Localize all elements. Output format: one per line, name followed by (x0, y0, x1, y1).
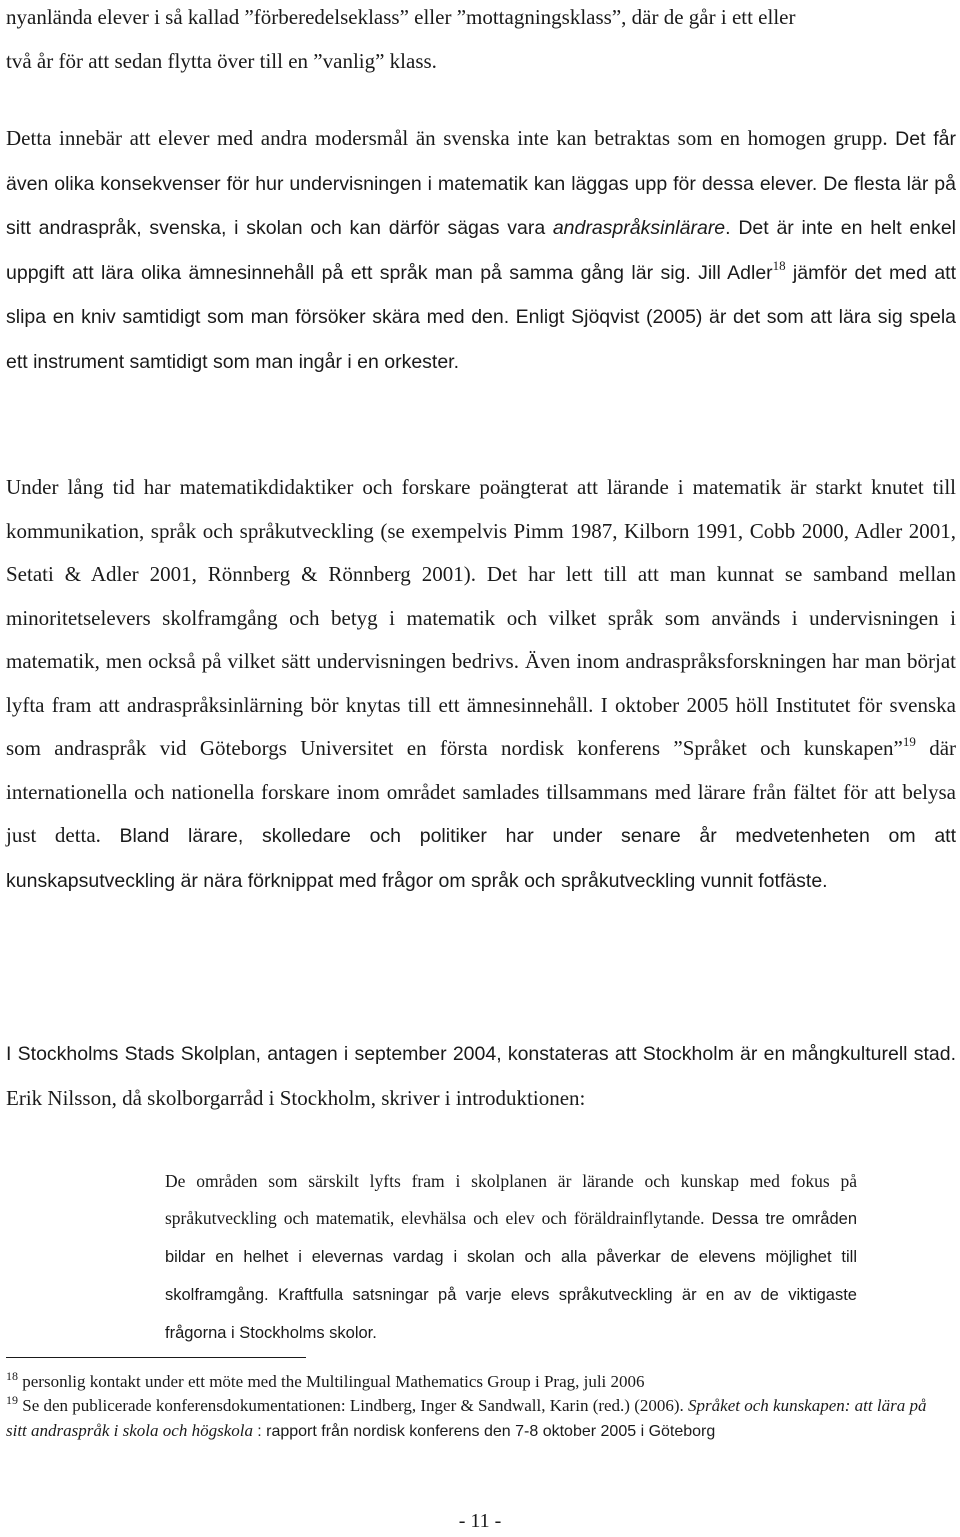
sentence: Detta innebär att elever med andra modersmål än svenska inte kan betraktas som en homogen grupp. (6, 126, 888, 150)
footnote-title: Språket och kunskapen: att lära på sitt andraspråk i skola och högskola (6, 1396, 927, 1440)
sentence: jämför det med att slipa en kniv samtidigt som man försöker skära med den. (6, 261, 957, 328)
footnote-text: personlig kontakt under ett möte med the Multilingual Mathematics Group i Prag, juli 2006 (22, 1372, 645, 1391)
footnote-19 (6, 1394, 951, 1444)
quote-text: De områden som särskilt lyfts fram i skolplanen är lärande och kunskap med fokus på språkutveckling och matematik, elevhälsa och elev och föräldrainflytande. (165, 1171, 857, 1228)
italic-term: andraspråksinlärare (552, 217, 726, 239)
paragraph-communication (6, 466, 956, 903)
sentence: Jill Adler (698, 261, 773, 284)
block-quote (165, 1163, 857, 1352)
footnote-text: : rapport från nordisk konferens den 7-8 oktober 2005 i Göteborg (257, 1422, 716, 1440)
sentence: . Det är inte en helt enkel uppgift att lära olika ämnesinnehåll på ett språk man på samma gång lär sig. (6, 217, 957, 284)
page-number: - 11 - (458, 1510, 502, 1532)
footnote-text: Se den publicerade konferensdokumentationen: Lindberg, Inger & Sandwall, Karin (red.) (2006). (22, 1396, 684, 1415)
quote-text: Dessa tre områden bildar en helhet i elevernas vardag i skolan och alla påverkar de elevens möjlighet till skolframgång. Kraftfulla satsningar på varje elevs språkutveckling är en av de viktigaste frågorna i Stockholms skolor. (165, 1210, 857, 1342)
sentence: Enligt Sjöqvist (2005) är det som att lära sig spela ett instrument samtidigt som man ingår i en orkester. (6, 306, 957, 373)
footnote-18 (6, 1370, 951, 1395)
paragraph-skolplan (6, 1032, 956, 1120)
footnote-divider (6, 1357, 306, 1358)
paragraph-homogeneity (6, 117, 956, 384)
footnote-number: 18 (6, 1369, 18, 1383)
sentence: Erik Nilsson, då skolborgarråd i Stockholm, skriver i introduktionen: (6, 1085, 586, 1110)
sentence: Det får även olika konsekvenser för hur undervisningen i matematik kan läggas upp för dessa elever. De flesta lär på sitt andraspråk, svenska, i skolan och kan därför sägas vara (6, 128, 956, 239)
text-line: två år för att sedan flytta över till en ”vanlig” klass. (6, 48, 437, 73)
sentence: Under lång tid har matematikdidaktiker och forskare poängterat att lärande i matematik är starkt knutet till kommunikation, språk och språkutveckling (se exempelvis Pimm 1987, Kilborn 1991, Cobb 2000, Adler 2001, Setati & Adler 2001, Rönnberg & Rönnberg 2001). Det har lett till att man kunnat se samband mellan minoritetselevers skolframgång och betyg i matematik och vilket språk som används i undervisningen i matematik, men också på vilket sätt undervisningen bedrivs. Även inom andraspråksforskningen har man börjat lyfta fram att andraspråksinlärning bör knytas till ett ämnesinnehåll. I oktober 2005 höll Institutet för svenska som andraspråk vid Göteborgs Universitet en första nordisk konferens ”Språket och kunskapen” (6, 475, 956, 760)
text-line: nyanlända elever i så kallad ”förberedelseklass” eller ”mottagningsklass”, där de går i ett eller (6, 5, 796, 29)
sentence: där internationella och nationella forskare inom området samlades tillsammans med lärare från fältet för att belysa just detta. (6, 736, 957, 847)
sentence: I Stockholms Stads Skolplan, antagen i september 2004, konstateras att Stockholm är en mångkulturell stad. (6, 1043, 956, 1065)
footnote-ref-19[interactable]: 19 (902, 734, 916, 749)
footnote-number: 19 (6, 1393, 18, 1407)
sentence: Bland lärare, skolledare och politiker har under senare år medvetenheten om att kunskapsutveckling är nära förknippat med frågor om språk och språkutveckling vunnit fotfäste. (6, 825, 957, 892)
paragraph-intro (6, 0, 956, 83)
footnote-ref-18[interactable]: 18 (772, 257, 786, 273)
